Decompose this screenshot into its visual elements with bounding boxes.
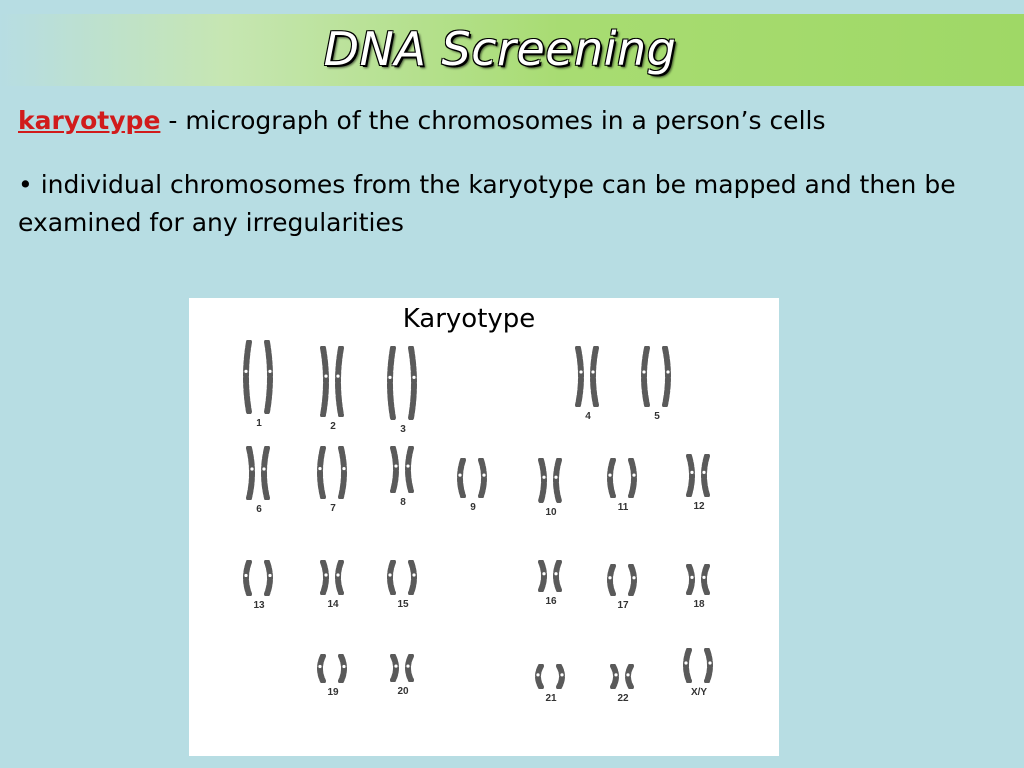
chromosome <box>393 448 396 491</box>
chromosome <box>411 562 414 593</box>
chromosome <box>541 562 544 590</box>
chromosome-pair-11 <box>601 458 671 553</box>
chromosome <box>320 448 323 497</box>
chromosome <box>538 666 541 687</box>
chromosome-pair-x-y <box>677 648 747 743</box>
chromosome-pair-graphic <box>237 340 281 414</box>
chromosome-pair-8 <box>381 446 451 541</box>
chromosome-pair-6 <box>237 446 307 541</box>
chromosome-pair-graphic <box>237 446 281 500</box>
slide-title: DNA Screening <box>323 22 677 76</box>
chromosome-pair-9 <box>451 458 521 553</box>
centromere <box>702 576 705 579</box>
chromosome <box>481 460 484 496</box>
chromosome-pair-15 <box>381 560 451 655</box>
centromere <box>336 573 339 576</box>
centromere <box>666 370 669 373</box>
centromere <box>554 476 557 479</box>
centromere <box>690 471 693 474</box>
chromosome-number-label: 17 <box>617 600 629 611</box>
centromere <box>394 664 397 667</box>
chromosome-pair-graphic <box>381 346 425 420</box>
chromosome <box>323 348 326 415</box>
chromosome <box>556 460 559 501</box>
centromere <box>412 573 415 576</box>
chromosome <box>264 448 267 498</box>
chromosome <box>613 666 616 687</box>
chromosome-number-label: 8 <box>400 497 406 508</box>
bullet-point: • individual chromosomes from the karyotype can be mapped and then be examined for any irregularities <box>18 170 956 237</box>
chromosome <box>556 562 559 590</box>
chromosome <box>578 348 581 405</box>
chromosome-pair-graphic <box>381 560 425 595</box>
chromosome <box>610 566 613 594</box>
centromere <box>560 673 563 676</box>
chromosome-pair-graphic <box>601 458 645 498</box>
chromosome-pair-graphic <box>529 458 573 503</box>
centromere <box>608 474 611 477</box>
chromosome-pair-16 <box>529 560 599 655</box>
chromosome-number-label: 7 <box>330 503 336 514</box>
centromere <box>406 464 409 467</box>
chromosome <box>341 448 344 497</box>
chromosome <box>323 562 326 593</box>
chromosome-pair-5 <box>635 346 705 441</box>
chromosome-pair-7 <box>311 446 381 541</box>
chromosome-number-label: 15 <box>397 599 409 610</box>
chromosome-number-label: 4 <box>585 411 591 422</box>
chromosome <box>320 656 323 681</box>
centromere <box>542 572 545 575</box>
chromosome <box>704 566 707 593</box>
chromosome-pair-graphic <box>311 654 355 683</box>
chromosome-pair-graphic <box>311 446 355 499</box>
chromosome <box>341 656 344 681</box>
centromere <box>482 474 485 477</box>
chromosome-number-label: 5 <box>654 411 660 422</box>
centromere <box>268 574 271 577</box>
chromosome-pair-graphic <box>566 346 610 407</box>
centromere <box>632 474 635 477</box>
figure-caption-text: Karyotype <box>402 304 536 334</box>
chromosome-pair-13 <box>237 560 307 655</box>
centromere <box>608 576 611 579</box>
chromosome-number-label: 19 <box>327 687 339 698</box>
centromere <box>250 467 253 470</box>
centromere <box>388 376 391 379</box>
chromosome <box>707 650 710 681</box>
chromosome-pair-graphic <box>635 346 679 407</box>
chromosome <box>249 448 252 498</box>
centromere <box>342 665 345 668</box>
centromere <box>244 574 247 577</box>
chromosome <box>390 348 393 418</box>
chromosome-number-label: 10 <box>545 507 557 518</box>
chromosome-pair-graphic <box>529 664 573 689</box>
centromere <box>626 673 629 676</box>
chromosome-number-label: 20 <box>397 686 409 697</box>
chromosome-pair-21 <box>529 664 599 759</box>
chromosome <box>541 460 544 501</box>
centromere <box>542 476 545 479</box>
figure-caption <box>189 298 749 334</box>
chromosome <box>704 456 707 495</box>
chromosome-pair-14 <box>311 560 381 655</box>
centromere <box>579 370 582 373</box>
chromosome <box>631 566 634 594</box>
chromosome-number-label: 11 <box>617 502 629 513</box>
centromere <box>388 573 391 576</box>
chromosome-pair-graphic <box>381 654 425 682</box>
centromere <box>591 370 594 373</box>
chromosome-pair-graphic <box>677 454 721 497</box>
centromere <box>642 370 645 373</box>
chromosome <box>267 562 270 594</box>
chromosome-pair-10 <box>529 458 599 553</box>
chromosome <box>665 348 668 405</box>
chromosome-pair-graphic <box>237 560 281 596</box>
chromosome-pair-22 <box>601 664 671 759</box>
chromosome <box>689 456 692 495</box>
chromosome-pair-3 <box>381 346 451 441</box>
chromosome-number-label: X/Y <box>690 687 708 698</box>
chromosome-pair-graphic <box>677 564 721 595</box>
centromere <box>458 474 461 477</box>
centromere <box>336 375 339 378</box>
centromere <box>690 576 693 579</box>
chromosome <box>460 460 463 496</box>
chromosome <box>631 460 634 496</box>
chromosome <box>267 342 270 412</box>
chromosome-number-label: 21 <box>545 693 557 704</box>
chromosome-number-label: 22 <box>617 693 629 704</box>
chromosome-pair-graphic <box>529 560 573 592</box>
centromere <box>324 375 327 378</box>
centromere <box>268 370 271 373</box>
chromosome <box>689 566 692 593</box>
centromere <box>708 661 711 664</box>
chromosome-pair-graphic <box>677 648 721 683</box>
centromere <box>412 376 415 379</box>
chromosome-pair-4 <box>566 346 636 441</box>
chromosome <box>393 656 396 680</box>
centromere <box>342 467 345 470</box>
chromosome-pair-graphic <box>601 664 645 689</box>
karyotype-term: karyotype <box>18 106 161 135</box>
chromosome <box>610 460 613 496</box>
centromere <box>324 573 327 576</box>
chromosome <box>559 666 562 687</box>
chromosome-pair-18 <box>677 564 747 659</box>
chromosome-pair-19 <box>311 654 381 749</box>
centromere <box>702 471 705 474</box>
definition-text: - micrograph of the chromosomes in a person’s cells <box>160 106 826 135</box>
centromere <box>394 464 397 467</box>
centromere <box>262 467 265 470</box>
chromosome-number-label: 1 <box>256 418 262 429</box>
chromosome <box>408 448 411 491</box>
centromere <box>318 665 321 668</box>
chromosome-pair-17 <box>601 564 671 659</box>
chromosome-pair-graphic <box>381 446 425 493</box>
chromosome-number-label: 6 <box>256 504 262 515</box>
karyotype-figure <box>189 298 779 756</box>
centromere <box>244 370 247 373</box>
chromosome <box>246 342 249 412</box>
chromosome-pair-1 <box>237 340 307 435</box>
centromere <box>318 467 321 470</box>
chromosome <box>628 666 631 687</box>
chromosome <box>644 348 647 405</box>
chromosome-pair-graphic <box>311 346 355 417</box>
chromosome <box>686 650 689 681</box>
chromosome <box>246 562 249 594</box>
chromosome-number-label: 2 <box>330 421 336 432</box>
chromosome-number-label: 12 <box>693 501 705 512</box>
chromosome-number-label: 18 <box>693 599 705 610</box>
chromosome-pair-12 <box>677 454 747 549</box>
chromosome-pair-20 <box>381 654 451 749</box>
chromosome-number-label: 13 <box>253 600 265 611</box>
chromosome-pair-graphic <box>601 564 645 596</box>
centromere <box>554 572 557 575</box>
centromere <box>684 661 687 664</box>
centromere <box>406 664 409 667</box>
chromosome-pair-graphic <box>451 458 495 498</box>
chromosome <box>411 348 414 418</box>
chromosome <box>408 656 411 680</box>
chromosome-pair-graphic <box>311 560 355 595</box>
chromosome-number-label: 9 <box>470 502 476 513</box>
chromosome-pair-2 <box>311 346 381 441</box>
chromosome-number-label: 14 <box>327 599 339 610</box>
chromosome <box>338 348 341 415</box>
chromosome <box>338 562 341 593</box>
chromosome-number-label: 3 <box>400 424 406 435</box>
centromere <box>614 673 617 676</box>
chromosome-number-label: 16 <box>545 596 557 607</box>
chromosome <box>390 562 393 593</box>
centromere <box>536 673 539 676</box>
chromosome <box>593 348 596 405</box>
centromere <box>632 576 635 579</box>
definition-line <box>18 106 1008 135</box>
